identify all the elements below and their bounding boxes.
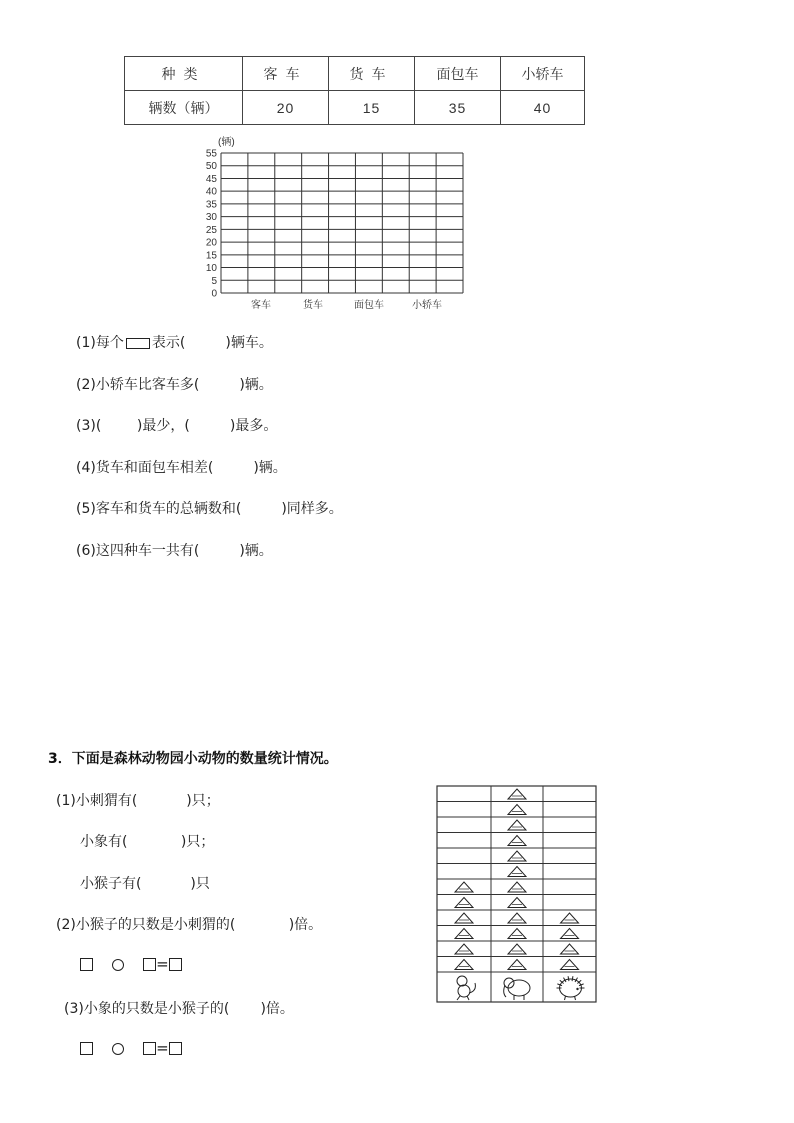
question-3: (3)( )最少，( )最多。 — [76, 418, 278, 434]
table-header-row — [125, 57, 585, 91]
blank-square-icon — [80, 1042, 93, 1055]
section3-q1c: 小猴子有( )只 — [80, 876, 210, 892]
elephant-icon — [504, 978, 530, 1000]
section3-q3: (3)小象的只数是小猴子的( )倍。 — [64, 1001, 294, 1017]
triangle-mark-icon — [455, 960, 473, 970]
chart-unit-label: (辆) — [218, 137, 235, 148]
table-value-cell: 40 — [501, 91, 585, 125]
blank-circle-icon — [112, 959, 124, 971]
x-category-label: 客车 — [251, 300, 271, 311]
section-3-title: 3．下面是森林动物园小动物的数量统计情况。 — [48, 751, 338, 767]
blank-square-icon — [143, 1042, 156, 1055]
y-tick-label: 25 — [205, 224, 217, 236]
triangle-mark-icon — [508, 805, 526, 815]
triangle-mark-icon — [561, 960, 579, 970]
blank-square-icon — [80, 958, 93, 971]
y-tick-label: 45 — [205, 173, 217, 185]
triangle-mark-icon — [455, 882, 473, 892]
monkey-icon — [457, 976, 475, 1000]
animal-pictograph — [436, 785, 598, 1005]
table-category-cell: 小轿车 — [501, 57, 585, 91]
x-category-label: 小轿车 — [412, 300, 442, 311]
blank-square-icon — [169, 1042, 182, 1055]
y-tick-label: 40 — [205, 186, 217, 198]
pictograph-animals — [457, 976, 585, 1000]
table-value-row — [125, 91, 585, 125]
table-value-cell: 20 — [243, 91, 329, 125]
triangle-mark-icon — [561, 929, 579, 939]
triangle-mark-icon — [561, 913, 579, 923]
y-tick-label: 55 — [205, 148, 217, 160]
y-tick-label: 20 — [205, 237, 217, 249]
table-category-cell: 货车 — [329, 57, 415, 91]
y-tick-label: 10 — [205, 263, 217, 275]
chart-x-axis — [251, 298, 442, 311]
chart-grid — [221, 153, 463, 293]
triangle-mark-icon — [455, 929, 473, 939]
triangle-mark-icon — [561, 944, 579, 954]
table-category-cell: 客车 — [243, 57, 329, 91]
section3-q1: (1)小刺猬有( )只； — [56, 793, 220, 809]
blank-square-icon — [169, 958, 182, 971]
triangle-mark-icon — [508, 820, 526, 830]
x-category-label: 面包车 — [354, 300, 384, 311]
blank-bar-chart — [196, 135, 476, 315]
y-tick-label: 30 — [205, 212, 217, 224]
vehicle-count-table — [124, 56, 585, 125]
table-value-cell: 35 — [415, 91, 501, 125]
question-1: (1)每个 表示( )辆车。 — [76, 335, 273, 351]
y-tick-label: 50 — [205, 161, 217, 173]
blank-circle-icon — [112, 1043, 124, 1055]
question-4: (4)货车和面包车相差( )辆。 — [76, 460, 287, 476]
triangle-mark-icon — [455, 913, 473, 923]
y-tick-label: 15 — [205, 250, 217, 262]
equation-blank-1: = — [80, 955, 182, 973]
triangle-mark-icon — [508, 882, 526, 892]
triangle-mark-icon — [455, 944, 473, 954]
x-category-label: 货车 — [303, 300, 323, 311]
triangle-mark-icon — [508, 867, 526, 877]
triangle-mark-icon — [508, 789, 526, 799]
question-2: (2)小轿车比客车多( )辆。 — [76, 377, 273, 393]
table-value-cell: 15 — [329, 91, 415, 125]
triangle-mark-icon — [508, 929, 526, 939]
triangle-mark-icon — [508, 851, 526, 861]
chart-y-axis — [206, 149, 218, 300]
y-tick-label: 0 — [211, 288, 217, 300]
table-header-label: 种类 — [125, 57, 243, 91]
question-5: (5)客车和货车的总辆数和( )同样多。 — [76, 501, 343, 517]
blank-square-icon — [143, 958, 156, 971]
y-tick-label: 35 — [205, 199, 217, 211]
hedgehog-icon — [557, 976, 585, 1000]
triangle-mark-icon — [508, 836, 526, 846]
triangle-mark-icon — [508, 913, 526, 923]
equation-blank-2: = — [80, 1039, 182, 1057]
section3-q2: (2)小猴子的只数是小刺猬的( )倍。 — [56, 917, 323, 933]
triangle-mark-icon — [455, 898, 473, 908]
table-row-label: 辆数（辆） — [125, 91, 243, 125]
section3-q1b: 小象有( )只； — [80, 834, 215, 850]
table-category-cell: 面包车 — [415, 57, 501, 91]
triangle-mark-icon — [508, 898, 526, 908]
triangle-mark-icon — [508, 960, 526, 970]
y-tick-label: 5 — [211, 275, 217, 287]
triangle-mark-icon — [508, 944, 526, 954]
question-6: (6)这四种车一共有( )辆。 — [76, 543, 273, 559]
unit-box-icon — [126, 338, 150, 349]
